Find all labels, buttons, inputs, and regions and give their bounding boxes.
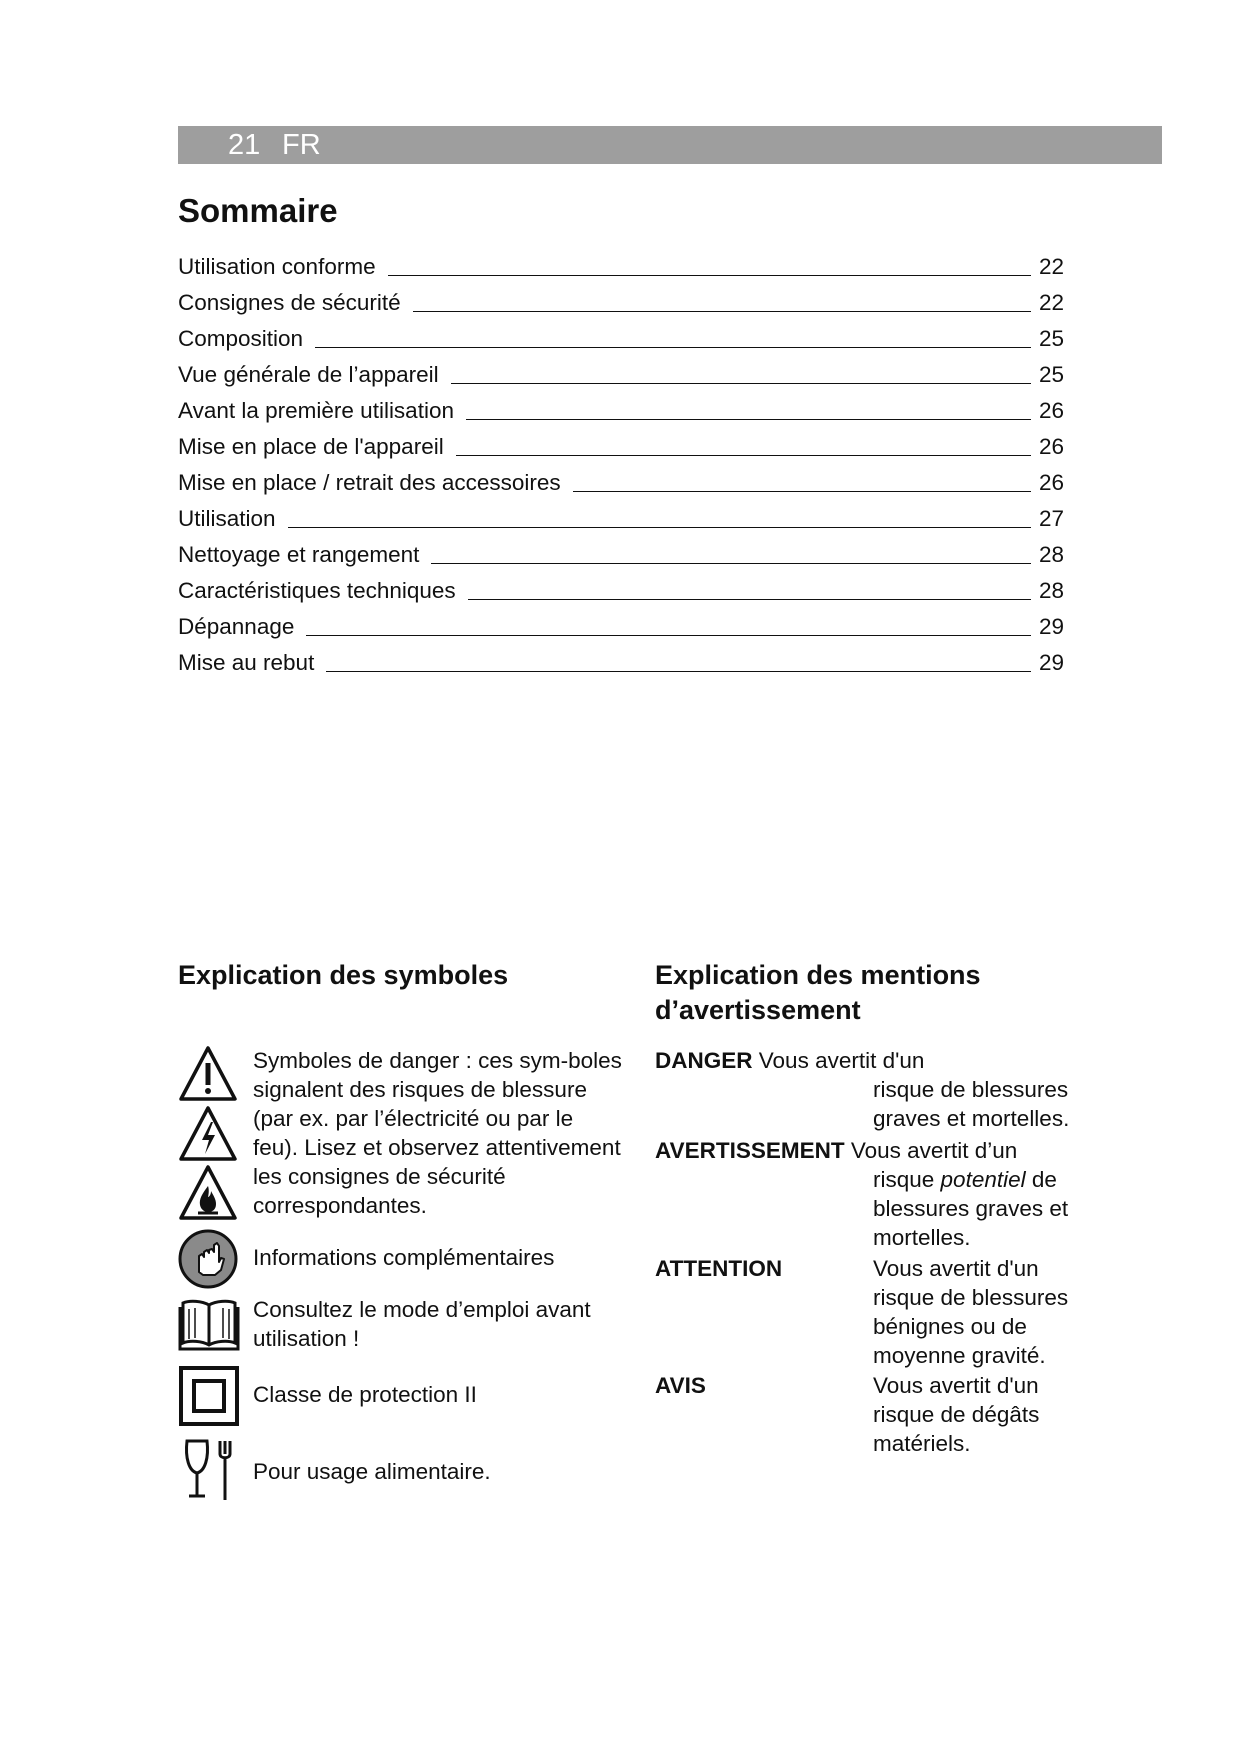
toc-entry bbox=[178, 641, 1073, 677]
toc-entry-label: Composition bbox=[178, 326, 304, 351]
info-text: Informations complémentaires bbox=[253, 1245, 555, 1270]
toc-leader-line bbox=[315, 347, 1031, 348]
toc-entry-label: Utilisation bbox=[178, 506, 276, 531]
warning-avertissement bbox=[655, 1136, 1085, 1252]
warning-triangle-icon bbox=[178, 1045, 238, 1102]
toc-leader-line bbox=[431, 563, 1031, 564]
toc-entry-page: 29 bbox=[1039, 650, 1065, 675]
toc-title: Sommaire bbox=[178, 192, 338, 229]
toc-entry bbox=[178, 353, 1073, 389]
glass-fork-icon bbox=[178, 1438, 240, 1502]
manual-text: Consultez le mode d’emploi avant utilisation ! bbox=[253, 1297, 591, 1351]
toc-entry-page: 26 bbox=[1039, 398, 1065, 423]
toc-entry-page: 29 bbox=[1039, 614, 1065, 639]
toc-leader-line bbox=[451, 383, 1031, 384]
danger-symbols-text: Symboles de danger : ces sym-boles signalent des risques de blessure (par ex. par l’électricité ou par le feu). Lisez et observez attentivement les consignes de sécurité correspondantes. bbox=[253, 1048, 622, 1218]
toc-entry bbox=[178, 317, 1073, 353]
language-code: FR bbox=[282, 129, 321, 161]
toc-entry-label: Dépannage bbox=[178, 614, 295, 639]
toc-leader-line bbox=[306, 635, 1031, 636]
warning-danger bbox=[655, 1046, 1085, 1133]
toc-entry-page: 27 bbox=[1039, 506, 1065, 531]
toc-entry bbox=[178, 569, 1073, 605]
food-text: Pour usage alimentaire. bbox=[253, 1459, 491, 1484]
avis-description: Vous avertit d'un risque de dégâts matériels. bbox=[873, 1373, 1040, 1456]
toc-entry-page: 25 bbox=[1039, 326, 1065, 351]
toc-leader-line bbox=[468, 599, 1031, 600]
avertissement-first-line: Vous avertit d’un bbox=[850, 1138, 1018, 1163]
toc-leader-line bbox=[573, 491, 1031, 492]
symbols-title: Explication des symboles bbox=[178, 960, 509, 990]
avertissement-description bbox=[655, 1165, 1085, 1252]
keyword-attention: ATTENTION bbox=[655, 1256, 783, 1281]
toc-entry-page: 22 bbox=[1039, 254, 1065, 279]
toc-entry-label: Mise en place / retrait des accessoires bbox=[178, 470, 561, 495]
double-square-icon bbox=[178, 1365, 240, 1427]
toc-entry-page: 26 bbox=[1039, 434, 1065, 459]
open-book-icon bbox=[178, 1297, 240, 1351]
toc-leader-line bbox=[388, 275, 1031, 276]
attention-description: Vous avertit d'un risque de blessures bénignes ou de moyenne gravité. bbox=[873, 1256, 1069, 1368]
toc-entry-label: Nettoyage et rangement bbox=[178, 542, 420, 567]
danger-first-line: Vous avertit d'un bbox=[758, 1048, 925, 1073]
fire-hazard-icon bbox=[178, 1164, 238, 1221]
toc-entry bbox=[178, 281, 1073, 317]
toc-entry-page: 28 bbox=[1039, 542, 1065, 567]
page-number: 21 bbox=[228, 129, 261, 161]
toc-entry bbox=[178, 245, 1073, 281]
toc-leader-line bbox=[456, 455, 1031, 456]
avertissement-text-a: risque bbox=[873, 1167, 941, 1192]
toc-entry-label: Vue générale de l’appareil bbox=[178, 362, 439, 387]
warning-attention bbox=[655, 1254, 1085, 1368]
toc-entry-page: 22 bbox=[1039, 290, 1065, 315]
toc-entry-page: 28 bbox=[1039, 578, 1065, 603]
table-of-contents bbox=[178, 245, 1073, 677]
keyword-danger: DANGER bbox=[655, 1048, 753, 1073]
page-header bbox=[178, 126, 1162, 164]
warnings-title-line2: d’avertissement bbox=[655, 995, 861, 1025]
toc-entry bbox=[178, 497, 1073, 533]
toc-leader-line bbox=[326, 671, 1031, 672]
toc-entry-label: Utilisation conforme bbox=[178, 254, 376, 279]
toc-entry-label: Avant la première utilisation bbox=[178, 398, 454, 423]
keyword-avertissement: AVERTISSEMENT bbox=[655, 1138, 845, 1163]
warnings-title-line1: Explication des mentions bbox=[655, 960, 981, 990]
pointing-hand-icon bbox=[177, 1228, 239, 1290]
warnings-title bbox=[655, 958, 981, 1028]
toc-entry bbox=[178, 389, 1073, 425]
danger-description: risque de blessures graves et mortelles. bbox=[873, 1077, 1070, 1131]
toc-entry bbox=[178, 605, 1073, 641]
electric-hazard-icon bbox=[178, 1105, 238, 1162]
protection-text: Classe de protection II bbox=[253, 1382, 477, 1407]
toc-entry bbox=[178, 425, 1073, 461]
toc-entry bbox=[178, 533, 1073, 569]
warning-avis bbox=[655, 1371, 1085, 1456]
toc-entry-label: Mise au rebut bbox=[178, 650, 315, 675]
toc-leader-line bbox=[413, 311, 1031, 312]
toc-entry-page: 25 bbox=[1039, 362, 1065, 387]
toc-entry-label: Consignes de sécurité bbox=[178, 290, 401, 315]
avertissement-text-b: de blessures graves et mortelles. bbox=[873, 1167, 1069, 1250]
toc-entry bbox=[178, 461, 1073, 497]
avertissement-emphasis: potentiel bbox=[940, 1167, 1026, 1192]
toc-leader-line bbox=[288, 527, 1031, 528]
toc-entry-label: Caractéristiques techniques bbox=[178, 578, 456, 603]
toc-entry-label: Mise en place de l'appareil bbox=[178, 434, 444, 459]
toc-entry-page: 26 bbox=[1039, 470, 1065, 495]
keyword-avis: AVIS bbox=[655, 1373, 706, 1398]
toc-leader-line bbox=[466, 419, 1031, 420]
